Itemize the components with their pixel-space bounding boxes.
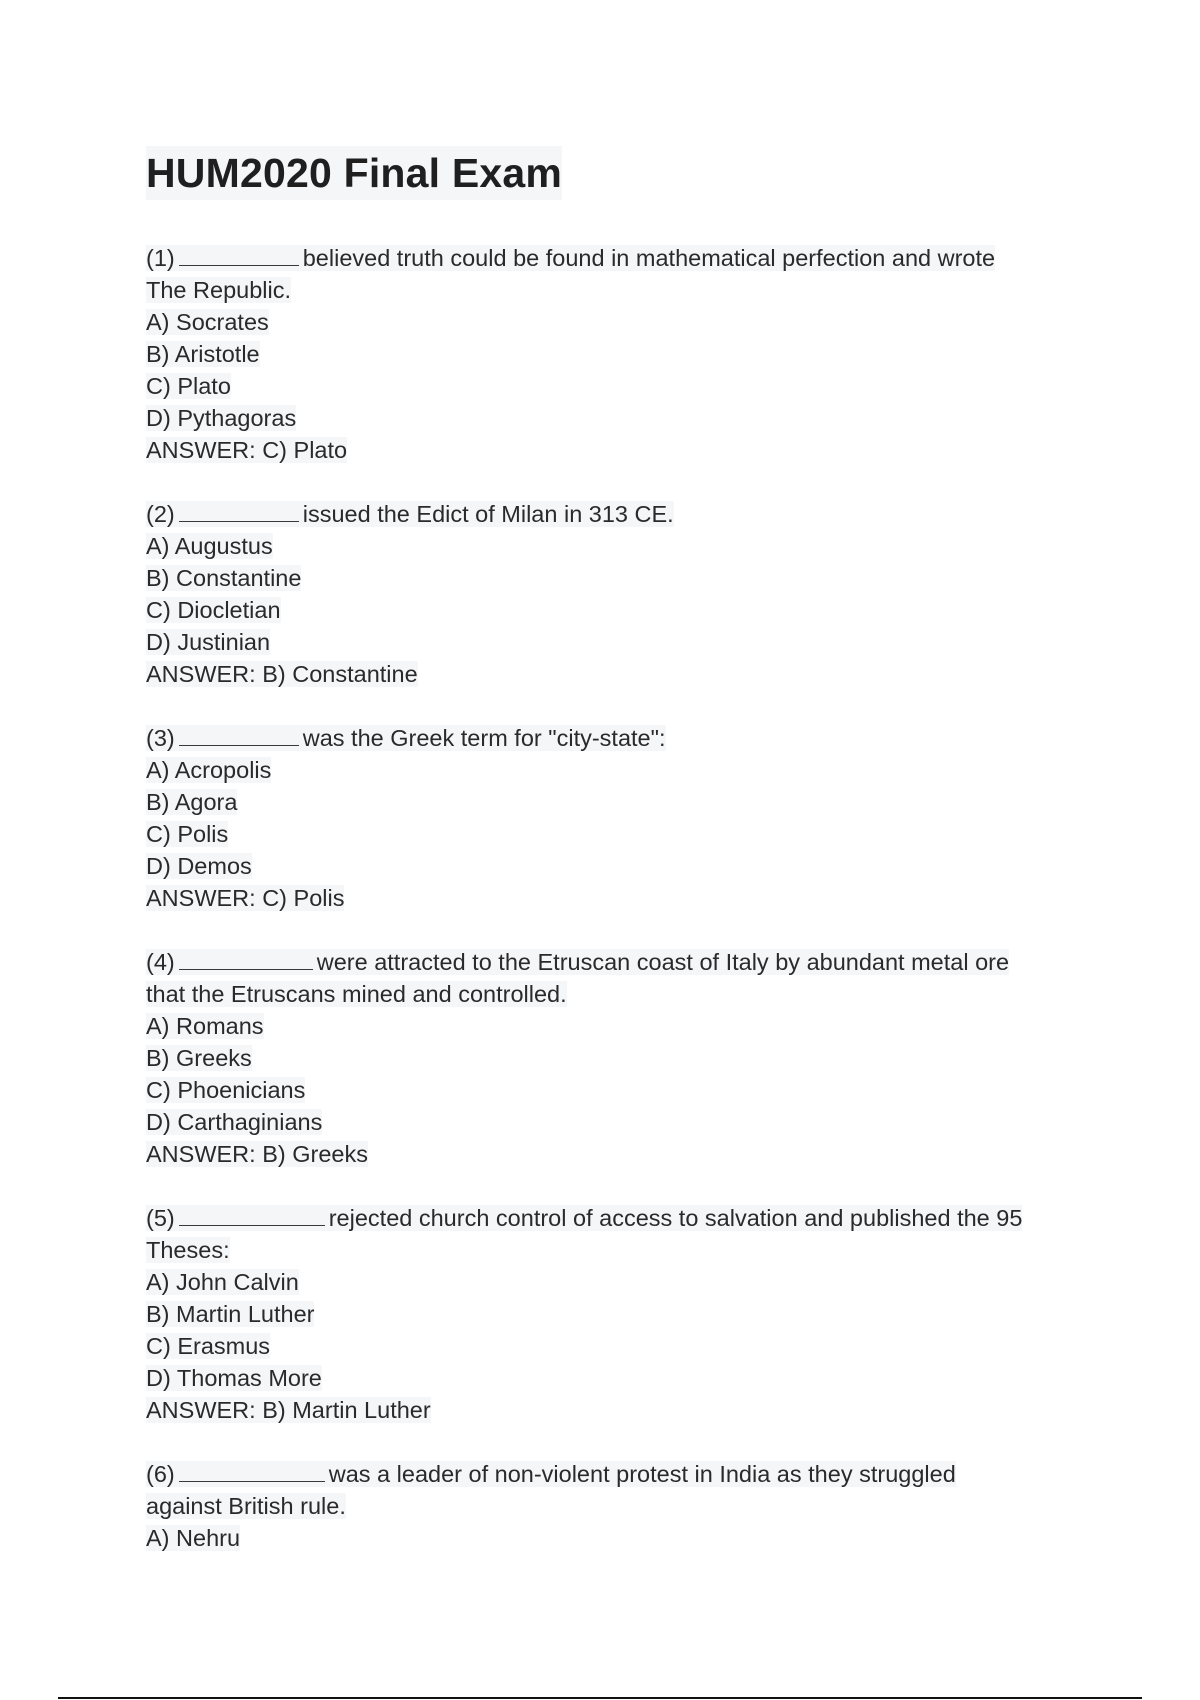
question-3 [146,722,1086,914]
option-d: D) Demos [146,853,252,879]
option-c: C) Erasmus [146,1333,271,1359]
answer-blank [179,243,299,266]
answer-blank [179,723,299,746]
option-a: A) Romans [146,1013,264,1039]
option-d: D) Pythagoras [146,405,297,431]
option-b: B) Greeks [146,1045,252,1071]
answer-blank [179,1203,325,1226]
option-a: A) John Calvin [146,1269,299,1295]
question-number: (1) [146,245,175,271]
document-title: HUM2020 Final Exam [146,146,562,200]
option-a: A) Socrates [146,309,269,335]
question-stem [146,498,1086,530]
question-1 [146,242,1086,466]
question-2 [146,498,1086,690]
option-c: C) Diocletian [146,597,281,623]
question-list [146,242,1086,1586]
option-b: B) Aristotle [146,341,260,367]
question-number: (6) [146,1461,175,1487]
question-number: (4) [146,949,175,975]
answer-line: ANSWER: C) Polis [146,885,345,911]
question-text: issued the Edict of Milan in 313 CE. [302,501,674,527]
question-5 [146,1202,1086,1426]
option-c: C) Phoenicians [146,1077,306,1103]
question-stem [146,722,1086,754]
page-bottom-rule [58,1697,1142,1699]
answer-line: ANSWER: B) Greeks [146,1141,368,1167]
question-stem-continued: Theses: [146,1237,230,1263]
option-b: B) Constantine [146,565,302,591]
question-stem-continued: against British rule. [146,1493,346,1519]
question-stem [146,1202,1086,1234]
question-stem-continued: The Republic. [146,277,291,303]
question-text: were attracted to the Etruscan coast of Italy by abundant metal ore [316,949,1010,975]
answer-line: ANSWER: B) Martin Luther [146,1397,431,1423]
question-number: (5) [146,1205,175,1231]
question-stem-continued: that the Etruscans mined and controlled. [146,981,567,1007]
option-c: C) Plato [146,373,231,399]
question-4 [146,946,1086,1170]
question-text: was the Greek term for "city-state": [302,725,666,751]
option-b: B) Martin Luther [146,1301,315,1327]
option-d: D) Thomas More [146,1365,322,1391]
option-a: A) Acropolis [146,757,272,783]
option-c: C) Polis [146,821,229,847]
answer-line: ANSWER: B) Constantine [146,661,418,687]
question-text: was a leader of non-violent protest in India as they struggled [328,1461,956,1487]
answer-blank [179,947,313,970]
question-text: believed truth could be found in mathematical perfection and wrote [302,245,996,271]
question-6 [146,1458,1086,1554]
option-a: A) Nehru [146,1525,241,1551]
answer-blank [179,1459,325,1482]
question-stem [146,242,1086,274]
answer-line: ANSWER: C) Plato [146,437,348,463]
option-b: B) Agora [146,789,238,815]
option-d: D) Justinian [146,629,271,655]
question-stem [146,1458,1086,1490]
option-d: D) Carthaginians [146,1109,323,1135]
question-number: (3) [146,725,175,751]
question-stem [146,946,1086,978]
question-number: (2) [146,501,175,527]
question-text: rejected church control of access to salvation and published the 95 [328,1205,1023,1231]
answer-blank [179,499,299,522]
option-a: A) Augustus [146,533,273,559]
